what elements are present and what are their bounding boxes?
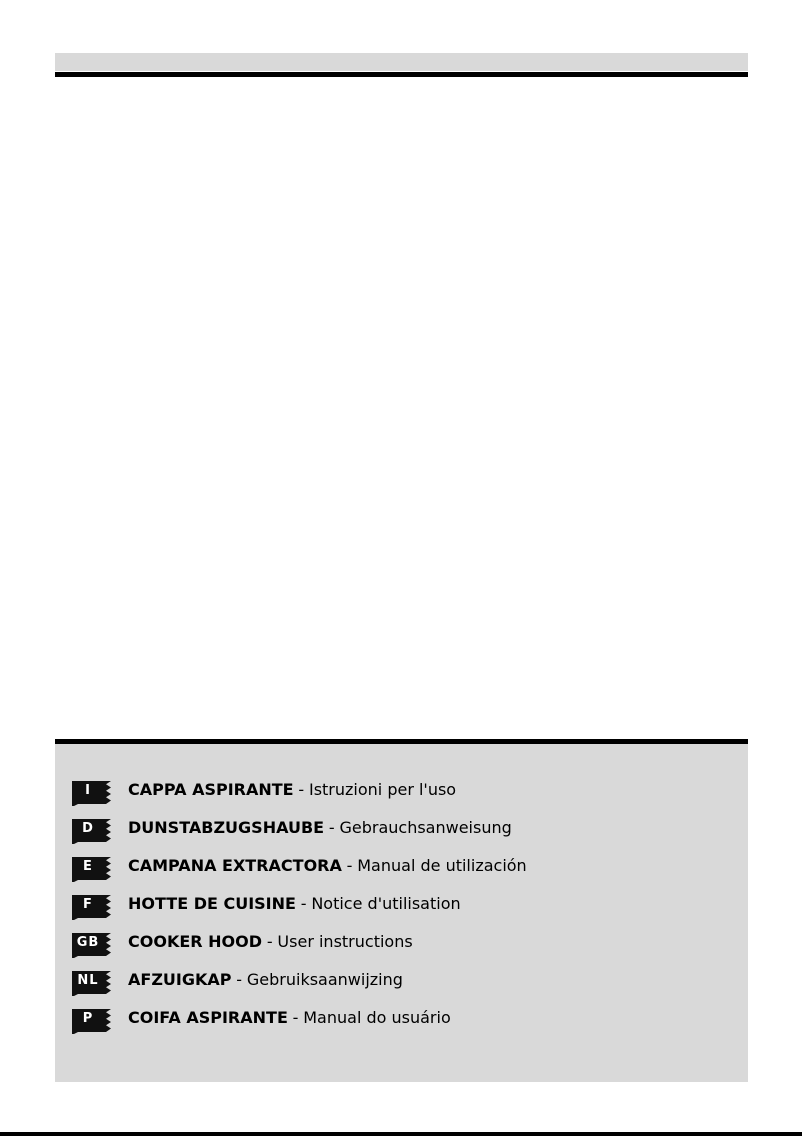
language-item-p — [71, 1008, 527, 1046]
title-separator: - — [346, 856, 353, 875]
title-separator: - — [300, 894, 307, 913]
product-name: CAMPANA EXTRACTORA — [128, 856, 342, 875]
language-title — [128, 970, 403, 990]
language-flag-icon: E — [71, 856, 111, 882]
title-separator: - — [298, 780, 305, 799]
manual-subtitle: Manual do usuário — [303, 1008, 451, 1027]
manual-subtitle: User instructions — [277, 932, 413, 951]
language-title — [128, 1008, 451, 1028]
header-band — [55, 53, 748, 71]
language-item-e — [71, 856, 527, 894]
title-separator: - — [236, 970, 243, 989]
product-name: COOKER HOOD — [128, 932, 263, 951]
language-item-f — [71, 894, 527, 932]
language-item-d — [71, 818, 527, 856]
product-name: COIFA ASPIRANTE — [128, 1008, 288, 1027]
language-flag-icon: NL — [71, 970, 111, 996]
manual-subtitle: Manual de utilización — [357, 856, 527, 875]
language-item-gb — [71, 932, 527, 970]
language-item-nl — [71, 970, 527, 1008]
language-title — [128, 780, 456, 800]
title-separator: - — [292, 1008, 299, 1027]
language-title — [128, 818, 512, 838]
language-flag-icon: D — [71, 818, 111, 844]
language-flag-icon: F — [71, 894, 111, 920]
language-panel — [55, 739, 748, 1082]
language-title — [128, 894, 461, 914]
language-flag-icon: P — [71, 1008, 111, 1034]
product-name: HOTTE DE CUISINE — [128, 894, 296, 913]
title-separator: - — [266, 932, 273, 951]
language-flag-icon: GB — [71, 932, 111, 958]
language-list — [71, 780, 527, 1046]
language-flag-icon: I — [71, 780, 111, 806]
product-name: CAPPA ASPIRANTE — [128, 780, 294, 799]
product-name: DUNSTABZUGSHAUBE — [128, 818, 325, 837]
product-name: AFZUIGKAP — [128, 970, 232, 989]
manual-subtitle: Notice d'utilisation — [311, 894, 461, 913]
manual-subtitle: Gebrauchsanweisung — [339, 818, 512, 837]
page-bottom-rule — [0, 1132, 802, 1136]
manual-subtitle: Gebruiksaanwijzing — [246, 970, 403, 989]
header-rule — [55, 72, 748, 77]
language-title — [128, 932, 413, 952]
title-separator: - — [328, 818, 335, 837]
language-title — [128, 856, 527, 876]
language-item-i — [71, 780, 527, 818]
manual-subtitle: Istruzioni per l'uso — [308, 780, 457, 799]
